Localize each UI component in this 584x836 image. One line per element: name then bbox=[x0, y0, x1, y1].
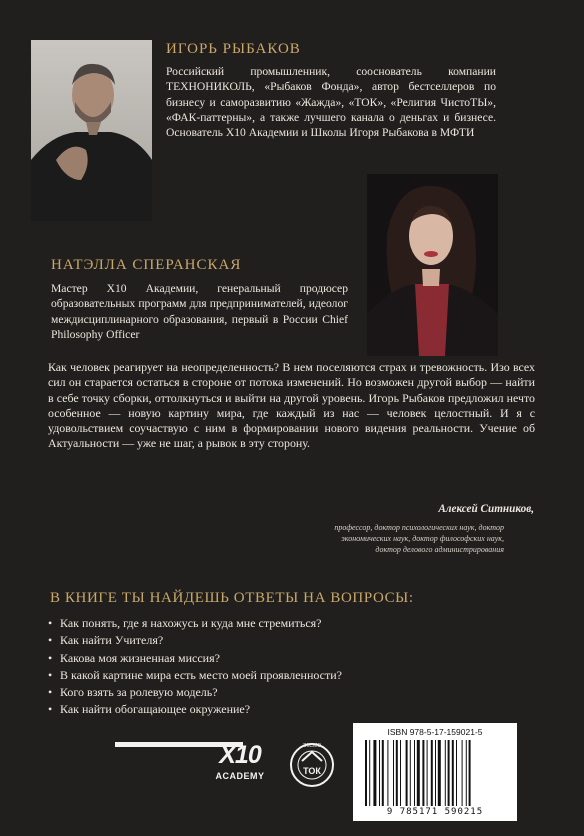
author-name-rybakov: ИГОРЬ РЫБАКОВ bbox=[166, 41, 301, 57]
barcode-digits: 9 785171 590215 bbox=[386, 807, 484, 817]
endorsement-credentials: профессор, доктор психологических наук, доктор экономических наук, доктор философских наук, доктор делового администрирования bbox=[334, 523, 504, 554]
questions-title: В КНИГЕ ТЫ НАЙДЕШЬ ОТВЕТЫ НА ВОПРОСЫ: bbox=[50, 590, 414, 606]
isbn-barcode bbox=[353, 723, 517, 821]
barcode-bars bbox=[365, 740, 505, 806]
list-item: • Как найти обогащающее окружение? bbox=[48, 702, 251, 717]
list-item: • В какой картине мира есть место моей проявленности? bbox=[48, 667, 342, 682]
endorsement-quote: Как человек реагирует на неопределенность? В нем поселяются страх и тревожность. Изо всех сил он старается остаться в стороне от потока изменений. Но возможен другой выбор — найти в себе точку сборки, оттолкнуться и выйти на другой уровень. Игорь Рыбаков предложил нечто особенное — новую картину мира, где каждый из нас — человек целостный. И я с удовольствием соучаствую с ним в формировании нового видения реальности. Учение об Актуальности — уже не шаг, а рывок в эту сторону. bbox=[48, 360, 535, 451]
endorsement-author: Алексей Ситников, bbox=[438, 503, 534, 515]
list-item: • Кого взять за ролевую модель? bbox=[48, 685, 218, 700]
x10-logo-text: X10 bbox=[219, 741, 261, 769]
tok-logo-text: ТОК bbox=[303, 766, 321, 776]
x10-academy-logo bbox=[206, 741, 274, 789]
author-name-speranskaya: НАТЭЛЛА СПЕРАНСКАЯ bbox=[51, 257, 242, 273]
list-item: • Как понять, где я нахожусь и куда мне стремиться? bbox=[48, 616, 322, 630]
list-item: • Как найти Учителя? bbox=[48, 633, 164, 648]
author-photo-speranskaya bbox=[367, 174, 498, 356]
tok-ring-text: ЭКСМО bbox=[302, 743, 322, 749]
x10-logo-subtext: ACADEMY bbox=[215, 771, 265, 781]
author-photo-rybakov bbox=[31, 40, 152, 221]
isbn-label: ISBN 978-5-17-159021-5 bbox=[387, 727, 483, 737]
author-bio-speranskaya: Мастер X10 Академии, генеральный продюсер образовательных программ для предпринимателей, идеолог междисциплинарного образования, первый в России Chief Philosophy Officer bbox=[51, 282, 348, 341]
questions-list bbox=[48, 615, 342, 719]
author-bio-rybakov: Российский промышленник, сооснователь компании ТЕХНОНИКОЛЬ, «Рыбаков Фонда», автор бестселлеров по бизнесу и саморазвитию «Жажда», «ТОК», «Религия ЧистоТЫ», «ФАК-паттерны», а также лучшего канала о деньгах и бизнесе. Основатель X10 Академии и Школы Игоря Рыбакова в МФТИ bbox=[166, 65, 496, 140]
tok-publisher-logo bbox=[289, 742, 335, 788]
list-item: • Какова моя жизненная миссия? bbox=[48, 650, 220, 665]
